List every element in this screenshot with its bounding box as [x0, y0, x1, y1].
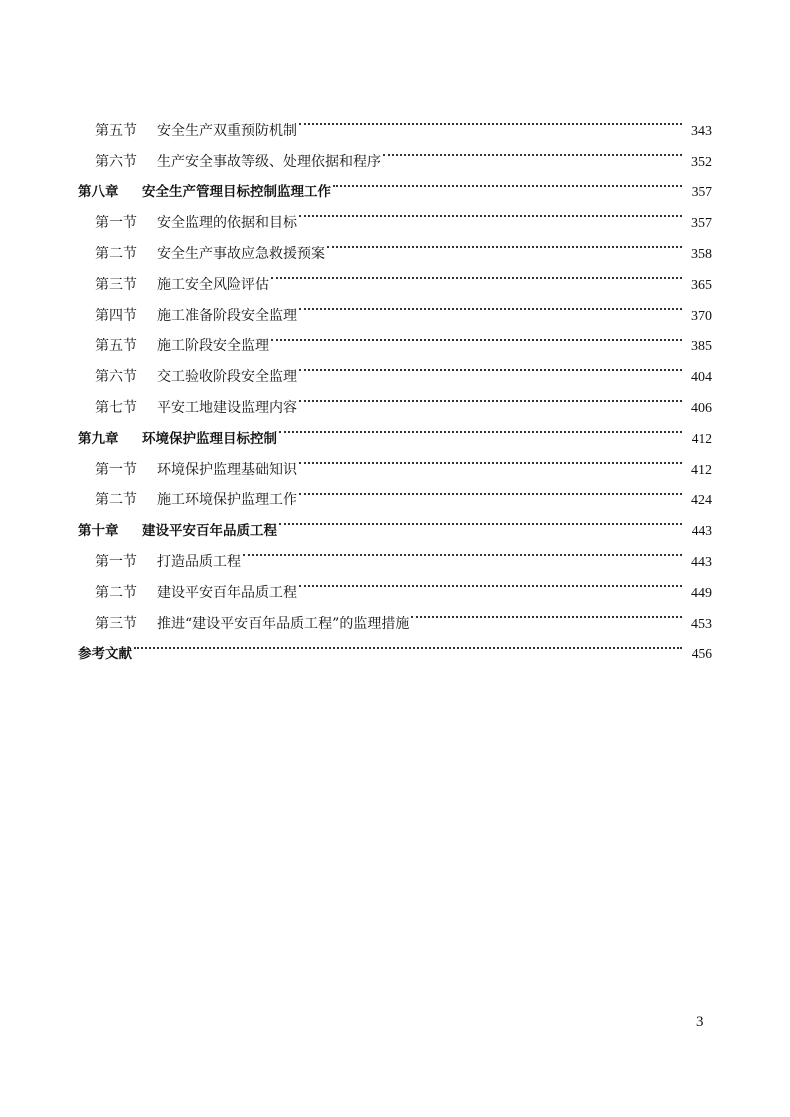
toc-entry-number: 第一节	[95, 553, 137, 570]
toc-entry-title: 施工阶段安全监理	[157, 338, 269, 355]
toc-entry-title: 安全生产事故应急救援预案	[157, 245, 325, 262]
toc-entry-number: 第六节	[95, 369, 137, 386]
toc-dot-leader	[279, 504, 682, 535]
toc-dot-leader	[299, 350, 682, 381]
toc-entry-page: 357	[691, 184, 712, 200]
toc-entry-title: 推进“建设平安百年品质工程”的监理措施	[157, 615, 410, 632]
toc-entry-page: 412	[691, 430, 712, 446]
toc-entry-page: 365	[691, 277, 712, 293]
toc-entry-number: 第五节	[95, 338, 137, 355]
toc-entry-title: 施工准备阶段安全监理	[157, 307, 297, 324]
toc-entry-page: 385	[691, 339, 712, 355]
toc-entry-title: 安全生产双重预防机制	[157, 122, 297, 139]
toc-entry-page: 358	[691, 246, 712, 262]
toc-entry-number: 第七节	[95, 399, 137, 416]
toc-entry-page: 412	[691, 462, 712, 478]
toc-entry-title: 环境保护监理基础知识	[157, 461, 297, 478]
toc-entry-page: 424	[691, 493, 712, 509]
toc-entry-title: 安全监理的依据和目标	[157, 215, 297, 232]
toc-entry-number: 第五节	[95, 122, 137, 139]
toc-dot-leader	[271, 258, 682, 289]
toc-entry-number: 第八章	[78, 184, 119, 201]
toc-entry-title: 环境保护监理目标控制	[142, 430, 277, 447]
toc-entry-number: 第十章	[78, 523, 119, 540]
toc-entry-page: 453	[691, 616, 712, 632]
toc-dot-leader	[333, 166, 682, 197]
toc-entry-page: 352	[691, 154, 712, 170]
toc-entry-page: 370	[691, 308, 712, 324]
toc-entry-number: 第三节	[95, 276, 137, 293]
toc-entry-number: 第二节	[95, 245, 137, 262]
toc-entry-title: 建设平安百年品质工程	[157, 584, 297, 601]
toc-entry-number: 第二节	[95, 584, 137, 601]
toc-entry-title: 生产安全事故等级、处理依据和程序	[157, 153, 381, 170]
toc-entry-title: 参考文献	[78, 646, 132, 663]
toc-dot-leader	[299, 566, 682, 597]
toc-entry-number: 第九章	[78, 430, 119, 447]
toc-entry-number: 第二节	[95, 492, 137, 509]
toc-dot-leader	[411, 597, 682, 628]
toc-entry-title: 建设平安百年品质工程	[142, 523, 277, 540]
toc-dot-leader	[299, 443, 682, 474]
toc-entry-number: 第三节	[95, 615, 137, 632]
toc-entry-page: 406	[691, 400, 712, 416]
toc-entry-page: 449	[691, 585, 712, 601]
toc-dot-leader	[279, 412, 682, 443]
toc-entry-number: 第六节	[95, 153, 137, 170]
toc-entry-number: 第一节	[95, 461, 137, 478]
toc-dot-leader	[299, 289, 682, 320]
toc-entry-title: 交工验收阶段安全监理	[157, 369, 297, 386]
toc-entry-number: 第一节	[95, 215, 137, 232]
page-number: 3	[696, 1014, 704, 1030]
toc-dot-leader	[299, 196, 682, 227]
toc-entry-title: 平安工地建设监理内容	[157, 399, 297, 416]
toc-entry-title: 打造品质工程	[157, 553, 241, 570]
toc-entry-title: 施工安全风险评估	[157, 276, 269, 293]
toc-entry-page: 443	[691, 554, 712, 570]
toc-entry-page: 357	[691, 216, 712, 232]
toc-dot-leader	[243, 535, 682, 566]
toc-entry-page: 456	[691, 646, 712, 662]
toc-section-entry[interactable]	[78, 104, 712, 139]
toc-entry-page: 343	[691, 123, 712, 139]
table-of-contents	[78, 104, 712, 663]
toc-dot-leader	[134, 628, 682, 659]
toc-entry-title: 施工环境保护监理工作	[157, 492, 297, 509]
toc-dot-leader	[327, 227, 682, 258]
toc-entry-title: 安全生产管理目标控制监理工作	[142, 184, 331, 201]
toc-dot-leader	[299, 381, 682, 412]
toc-entry-number: 第四节	[95, 307, 137, 324]
toc-dot-leader	[383, 135, 682, 166]
toc-dot-leader	[299, 104, 682, 135]
toc-dot-leader	[299, 474, 682, 505]
toc-entry-page: 443	[691, 523, 712, 539]
toc-chapter-entry[interactable]	[78, 628, 712, 663]
toc-entry-page: 404	[691, 370, 712, 386]
toc-dot-leader	[271, 320, 682, 351]
